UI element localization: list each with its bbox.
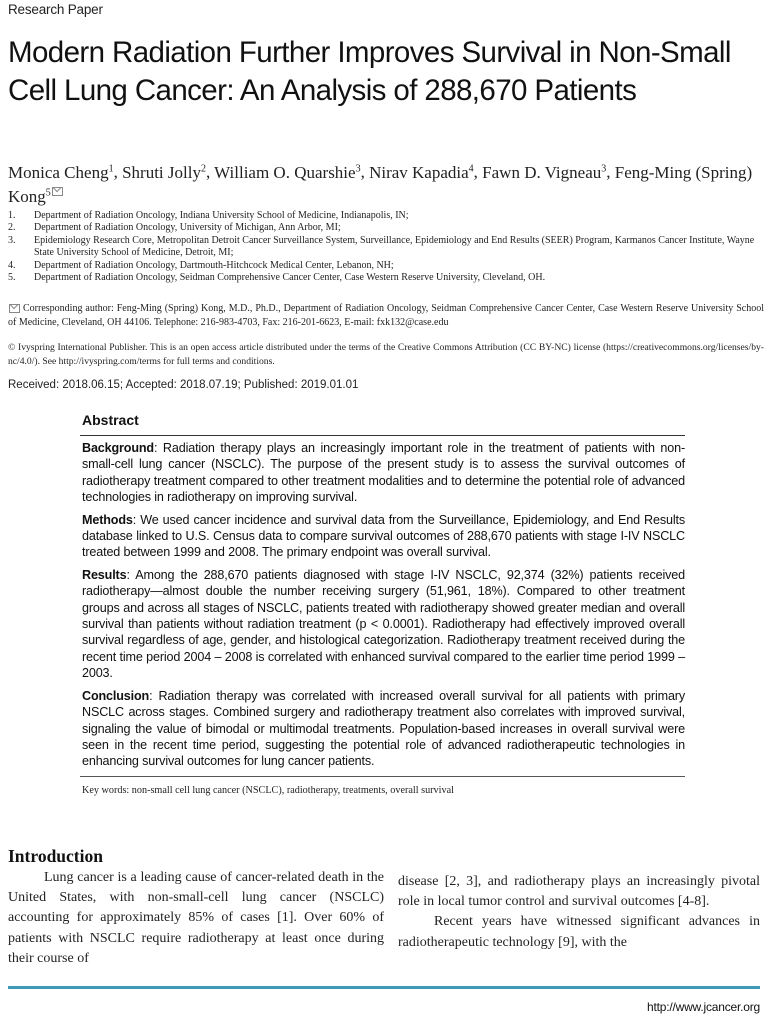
abstract-heading: Abstract xyxy=(80,412,685,436)
abstract-background: Background: Radiation therapy plays an increasingly important role in the treatment of patients with non-small-cell lung cancer (NSCLC). The purpose of the present study is to assess the survival outcomes of radiotherapy treatment compared to other treatment modalities and to determine the potential role of advanced technologies in radiotherapy on improving survival. xyxy=(82,441,685,505)
author[interactable]: Feng-Ming (Spring) Kong$^5$ xyxy=(8,162,753,207)
footer-divider xyxy=(8,986,760,989)
paper-title: Modern Radiation Further Improves Survival in Non-Small Cell Lung Cancer: An Analysis of 288,670 Patients xyxy=(8,36,731,107)
intro-paragraph: disease [2, 3], and radiotherapy plays an increasingly pivotal role in local tumor control and survival outcomes [4-8]. xyxy=(398,874,760,910)
journal-url-link[interactable]: http://www.jcancer.org xyxy=(647,1000,760,1014)
author[interactable]: Fawn D. Vigneau$^3$ xyxy=(482,162,607,182)
author-list: Monica Cheng$^1$, Shruti Jolly$^2$, William O. Quarshie$^3$, Nirav Kapadia$^4$, Fawn D. Vigneau$^3$, Feng-Ming (Spring) Kong$^5$ xyxy=(8,162,753,207)
affiliation-item: 5. Department of Radiation Oncology, Seidman Comprehensive Cancer Center, Case Western Reserve University, Cleveland, OH. xyxy=(8,272,546,284)
license-notice: © Ivyspring International Publisher. This is an open access article distributed under the terms of the Creative Commons Attribution (CC BY-NC) license (https://creativecommons.org/licenses/by-nc/4.0/). See http://ivyspring.com/terms for full terms and conditions. xyxy=(8,342,764,367)
publication-dates: Received: 2018.06.15; Accepted: 2018.07.19; Published: 2019.01.01 xyxy=(8,379,359,391)
abstract-box xyxy=(80,412,685,796)
author[interactable]: Monica Cheng$^1$ xyxy=(8,162,114,182)
affiliation-item: 3. Epidemiology Research Core, Metropolitan Detroit Cancer Surveillance System, Surveillance, Epidemiology and End Results (SEER) Program, Karmanos Cancer Institute, Wayne State University School of Medicine, Detroit, MI; xyxy=(8,234,755,259)
abstract-results: Results: Among the 288,670 patients diagnosed with stage I-IV NSCLC, 92,374 (32%) patients received radiotherapy—almost double the number receiving surgery (51,961, 18%). Compared to other treatment groups and across all stages of NSCLC, patients treated with radiotherapy showed greater median and overall survival than patients without radiation treatment (p < 0.0001). Radiotherapy had effectively improved overall survival regardless of age, gender, and histological categorization. Radiotherapy treatment received during the recent time period 2004 – 2008 is correlated with enhanced survival compared to the earlier time period 1999 – 2003. xyxy=(82,567,685,681)
corresponding-author: Corresponding author: Feng-Ming (Spring) Kong, M.D., Ph.D., Department of Radiation Oncology, Seidman Comprehensive Cancer Center, Case Western Reserve University School of Medicine, Cleveland, OH 44106. Telephone: 216-983-4703, Fax: 216-201-6623, E-mail: fxk132@case.edu xyxy=(8,303,764,328)
author[interactable]: Shruti Jolly$^2$ xyxy=(122,162,206,182)
keywords: Key words: non-small cell lung cancer (NSCLC), radiotherapy, treatments, overall survival xyxy=(82,784,454,796)
intro-right-column xyxy=(398,872,760,953)
affiliation-list xyxy=(8,210,768,284)
affiliation-item: 1. Department of Radiation Oncology, Indiana University School of Medicine, Indianapolis, IN; xyxy=(8,210,409,221)
abstract-conclusion: Conclusion: Radiation therapy was correlated with increased overall survival for all patients with primary NSCLC across stages. Combined surgery and radiotherapy treatment also correlates with improved survival, signaling the value of bimodal or multimodal treatments. Population-based increases in overall survival were seen in the recent time period, suggesting the potential role of advanced radiotherapeutic technologies in enhancing survival outcomes for lung cancer patients. xyxy=(82,688,685,769)
abstract-methods: Methods: We used cancer incidence and survival data from the Surveillance, Epidemiology, and End Results database linked to U.S. Census data to compare survival outcomes of 288,670 patients with stage I-IV NSCLC treated between 1999 and 2008. The primary endpoint was overall survival. xyxy=(82,512,685,560)
affiliation-item: 4. Department of Radiation Oncology, Dartmouth-Hitchcock Medical Center, Lebanon, NH; xyxy=(8,259,394,271)
envelope-icon xyxy=(52,187,63,196)
abstract-divider xyxy=(80,776,685,777)
introduction-heading: Introduction xyxy=(8,846,103,866)
article-type-label: Research Paper xyxy=(8,2,103,17)
affiliation-item: 2. Department of Radiation Oncology, University of Michigan, Ann Arbor, MI; xyxy=(8,222,341,234)
envelope-icon xyxy=(9,304,20,313)
intro-left-column: Lung cancer is a leading cause of cancer-related death in the United States, with non-small-cell lung cancer (NSCLC) accounting for approximately 85% of cases [1]. Over 60% of patients with NSCLC require radiotherapy at least once during their course of xyxy=(8,870,384,966)
author[interactable]: Nirav Kapadia$^4$ xyxy=(369,162,474,182)
intro-paragraph: Recent years have witnessed significant advances in radiotherapeutic technology [9], with the xyxy=(398,914,760,950)
author[interactable]: William O. Quarshie$^3$ xyxy=(214,162,361,182)
